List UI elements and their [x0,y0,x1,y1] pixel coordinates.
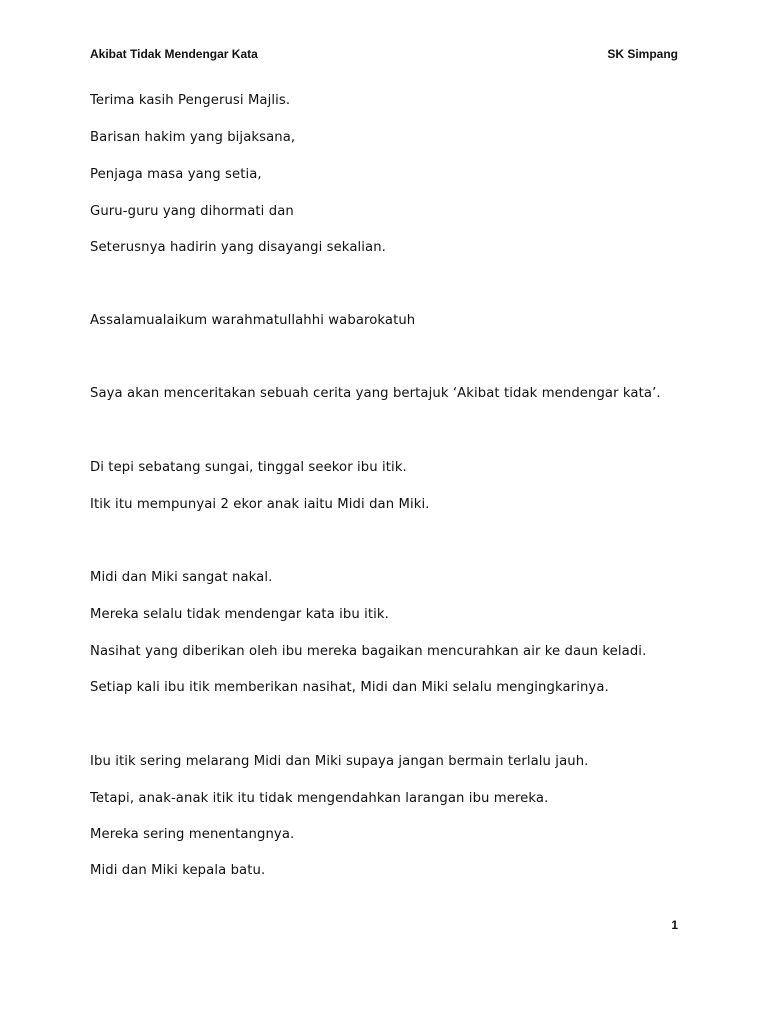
greeting-line: Assalamualaikum warahmatullahhi wabarokatuh [90,313,416,328]
story-line: Midi dan Miki sangat nakal. [90,570,273,585]
story-line: Mereka selalu tidak mendengar kata ibu itik. [90,607,389,622]
speech-line: Terima kasih Pengerusi Majlis. [90,93,291,108]
document-header-title: Akibat Tidak Mendengar Kata [90,47,258,61]
story-line: Di tepi sebatang sungai, tinggal seekor ibu itik. [90,460,407,475]
story-line: Nasihat yang diberikan oleh ibu mereka bagaikan mencurahkan air ke daun keladi. [90,644,647,659]
speech-line: Seterusnya hadirin yang disayangi sekalian. [90,240,386,255]
speech-line: Guru-guru yang dihormati dan [90,204,294,219]
story-line: Ibu itik sering melarang Midi dan Miki supaya jangan bermain terlalu jauh. [90,754,589,769]
speech-line: Penjaga masa yang setia, [90,167,262,182]
story-line: Midi dan Miki kepala batu. [90,863,266,878]
speech-line: Barisan hakim yang bijaksana, [90,130,296,145]
story-line: Mereka sering menentangnya. [90,827,295,842]
story-line: Tetapi, anak-anak itik itu tidak mengendahkan larangan ibu mereka. [90,791,549,806]
document-header-school: SK Simpang [607,47,678,61]
story-line: Setiap kali ibu itik memberikan nasihat, Midi dan Miki selalu mengingkarinya. [90,680,609,695]
story-title-line: Saya akan menceritakan sebuah cerita yang bertajuk ‘Akibat tidak mendengar kata’. [90,386,661,401]
story-line: Itik itu mempunyai 2 ekor anak iaitu Midi dan Miki. [90,497,430,512]
page-number: 1 [671,918,678,932]
